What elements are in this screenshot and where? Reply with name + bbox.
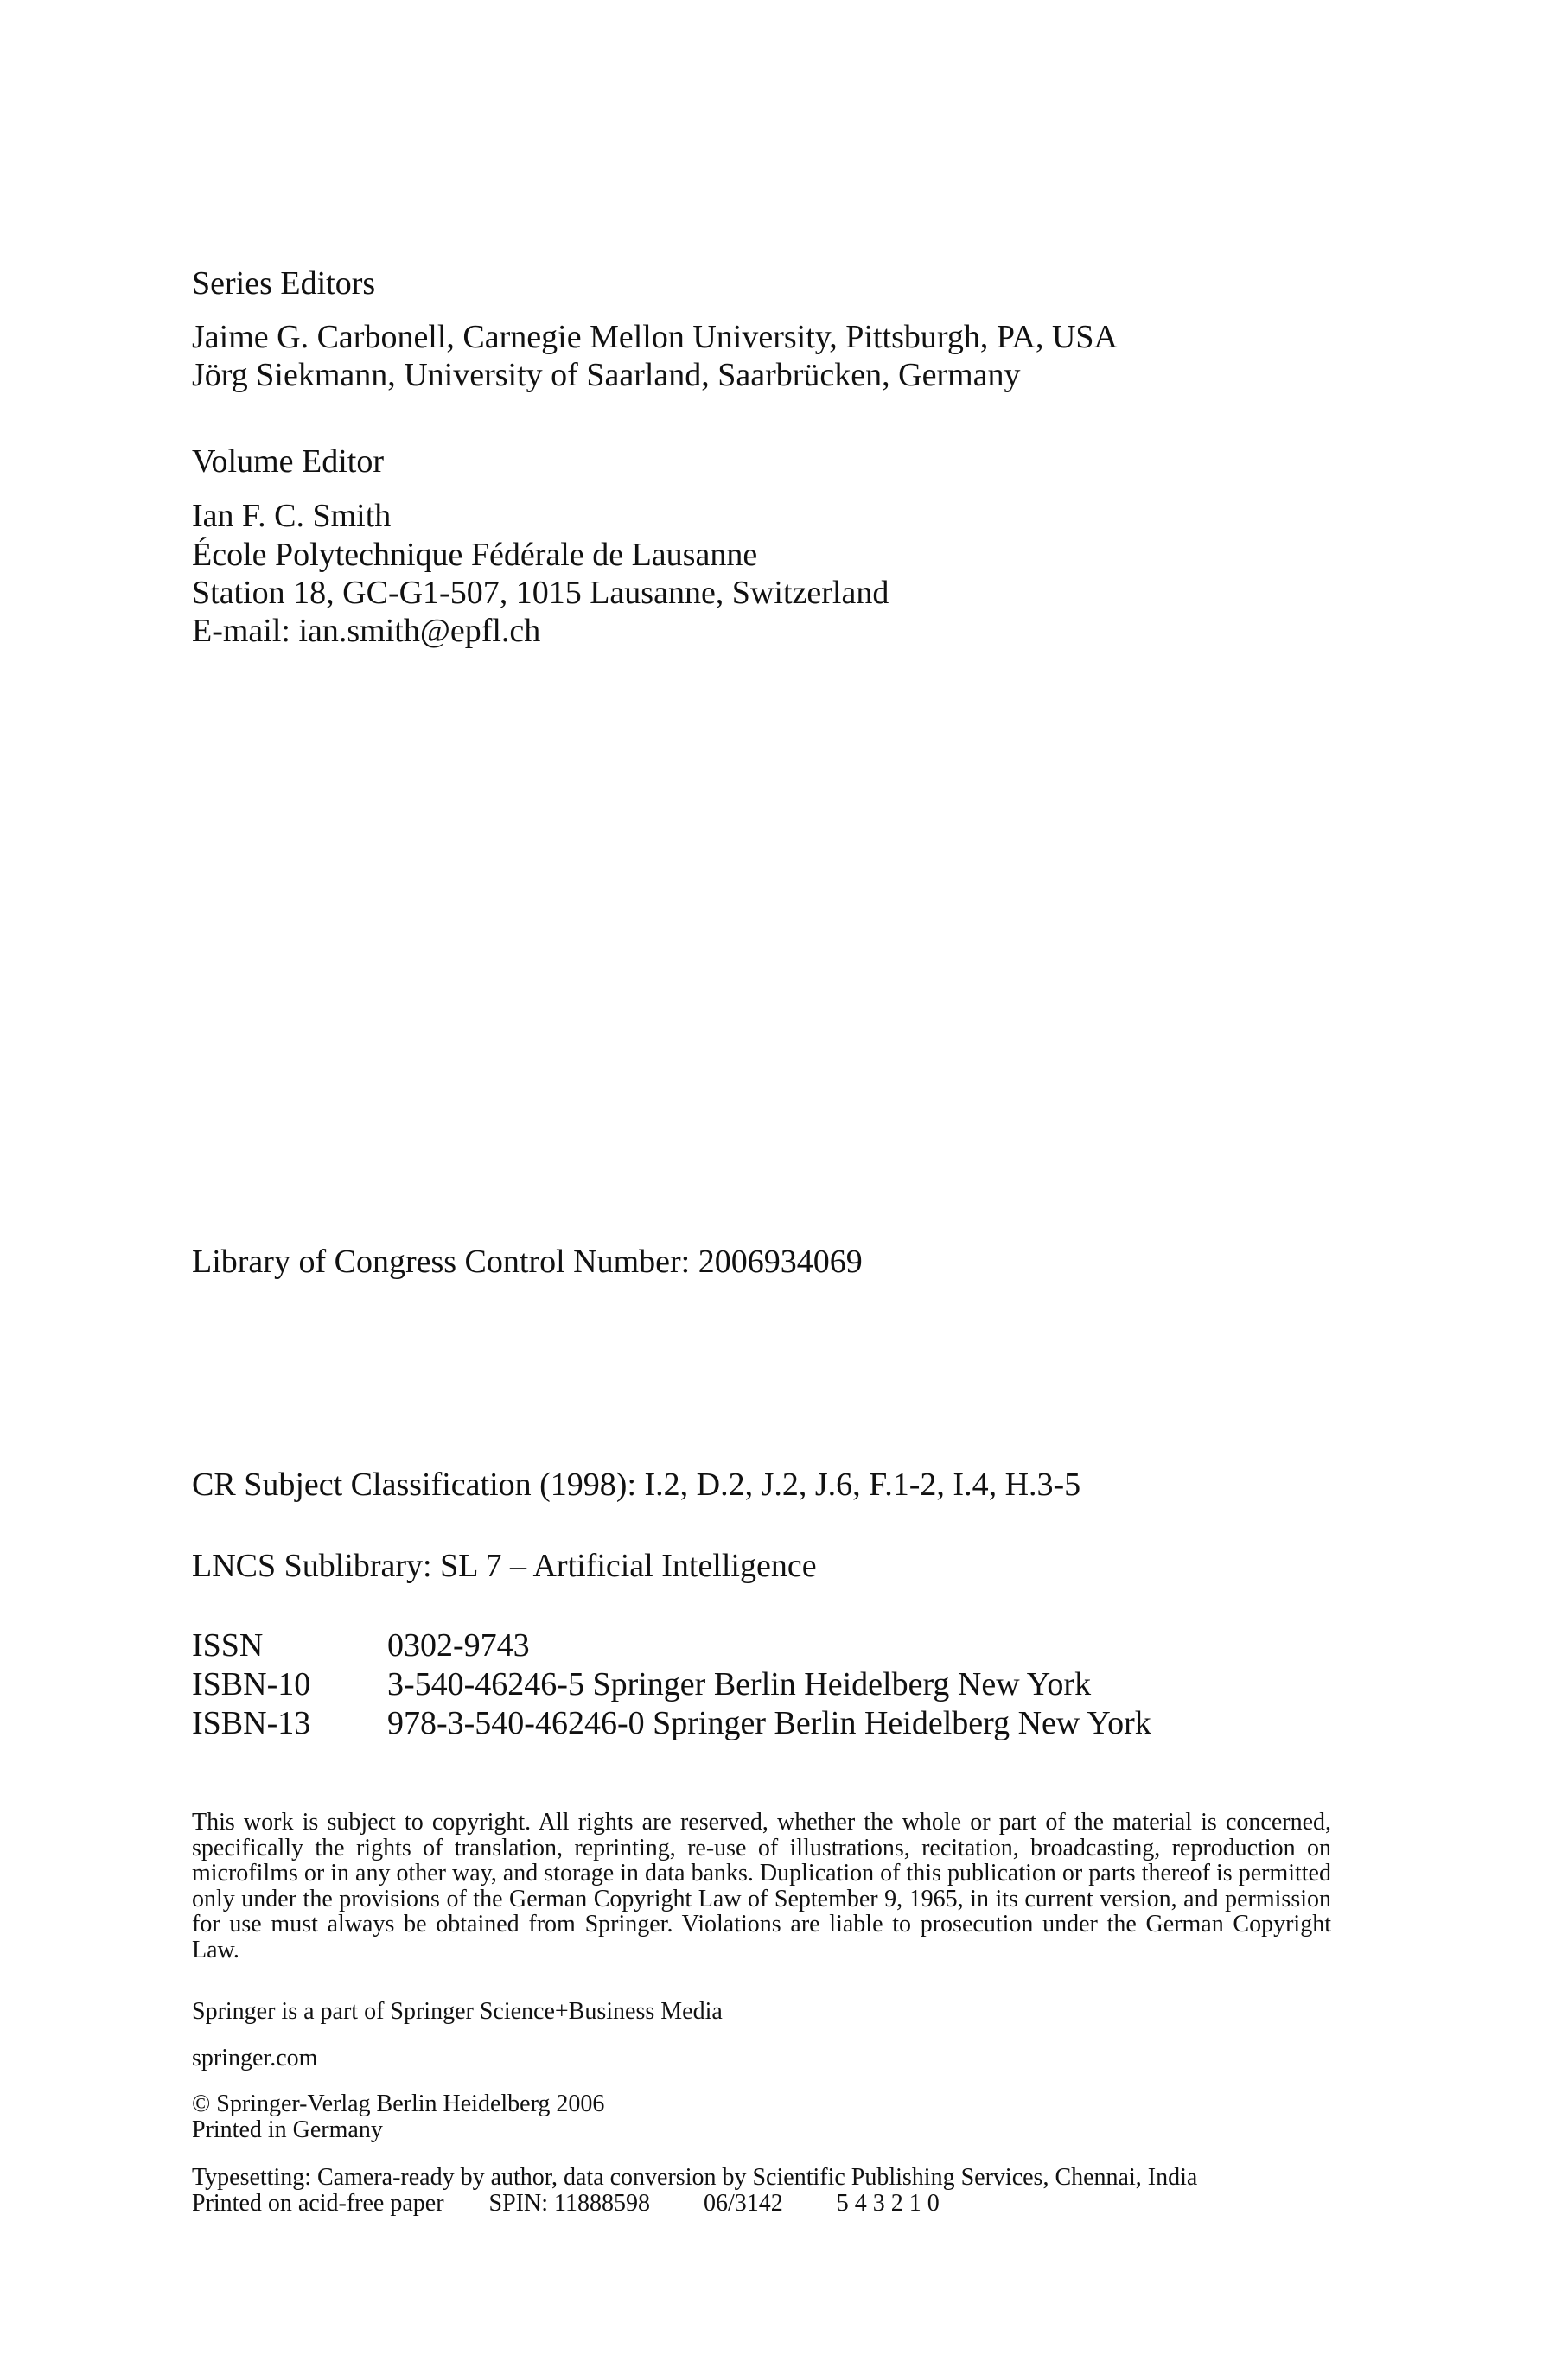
website: springer.com xyxy=(192,2045,318,2071)
series-editor-2: Jörg Siekmann, University of Saarland, Saarbrücken, Germany xyxy=(192,357,1021,393)
volume-editor-heading: Volume Editor xyxy=(192,443,385,480)
lncs-sublibrary: LNCS Sublibrary: SL 7 – Artificial Intelligence xyxy=(192,1548,817,1584)
copyright-notice: This work is subject to copyright. All rights are reserved, whether the whole or part of the material is concerned, specifically the rights of translation, reprinting, re-use of illustrations, recitation, broadcasting, reproduction on microfilms or in any other way, and storage in data banks. Duplication of this publication or parts thereof is permitted only under the provisions of the German Copyright Law of September 9, 1965, in its current version, and permission for use must always be obtained from Springer. Violations are liable to prosecution under the German Copyright Law. xyxy=(192,1809,1331,1963)
typesetting: Typesetting: Camera-ready by author, data conversion by Scientific Publishing Services, Chennai, India xyxy=(192,2164,1198,2191)
volume-editor-name: Ian F. C. Smith xyxy=(192,498,392,534)
isbn13-label: ISBN-13 xyxy=(192,1705,311,1741)
issn-label: ISSN xyxy=(192,1627,264,1664)
paper-info: Printed on acid-free paper xyxy=(192,2190,444,2217)
isbn13-value: 978-3-540-46246-0 Springer Berlin Heidelberg New York xyxy=(387,1705,1151,1741)
printed-in: Printed in Germany xyxy=(192,2116,383,2143)
isbn10-label: ISBN-10 xyxy=(192,1666,311,1702)
issn-value: 0302-9743 xyxy=(387,1627,530,1664)
copyright-line: © Springer-Verlag Berlin Heidelberg 2006 xyxy=(192,2090,605,2117)
series-editors-heading: Series Editors xyxy=(192,265,376,302)
isbn10-value: 3-540-46246-5 Springer Berlin Heidelberg New York xyxy=(387,1666,1092,1702)
spin: SPIN: 11888598 xyxy=(488,2190,650,2217)
print-code: 06/3142 xyxy=(703,2190,783,2217)
print-info xyxy=(192,2191,940,2217)
series-editor-1: Jaime G. Carbonell, Carnegie Mellon University, Pittsburgh, PA, USA xyxy=(192,319,1118,355)
volume-editor-institution: École Polytechnique Fédérale de Lausanne xyxy=(192,537,758,573)
printing-sequence: 5 4 3 2 1 0 xyxy=(836,2190,940,2217)
lccn: Library of Congress Control Number: 2006934069 xyxy=(192,1244,863,1280)
springer-part: Springer is a part of Springer Science+Business Media xyxy=(192,1998,723,2025)
volume-editor-address: Station 18, GC-G1-507, 1015 Lausanne, Switzerland xyxy=(192,575,889,611)
volume-editor-email: E-mail: ian.smith@epfl.ch xyxy=(192,613,541,649)
cr-subject-classification: CR Subject Classification (1998): I.2, D.2, J.2, J.6, F.1-2, I.4, H.3-5 xyxy=(192,1467,1081,1503)
